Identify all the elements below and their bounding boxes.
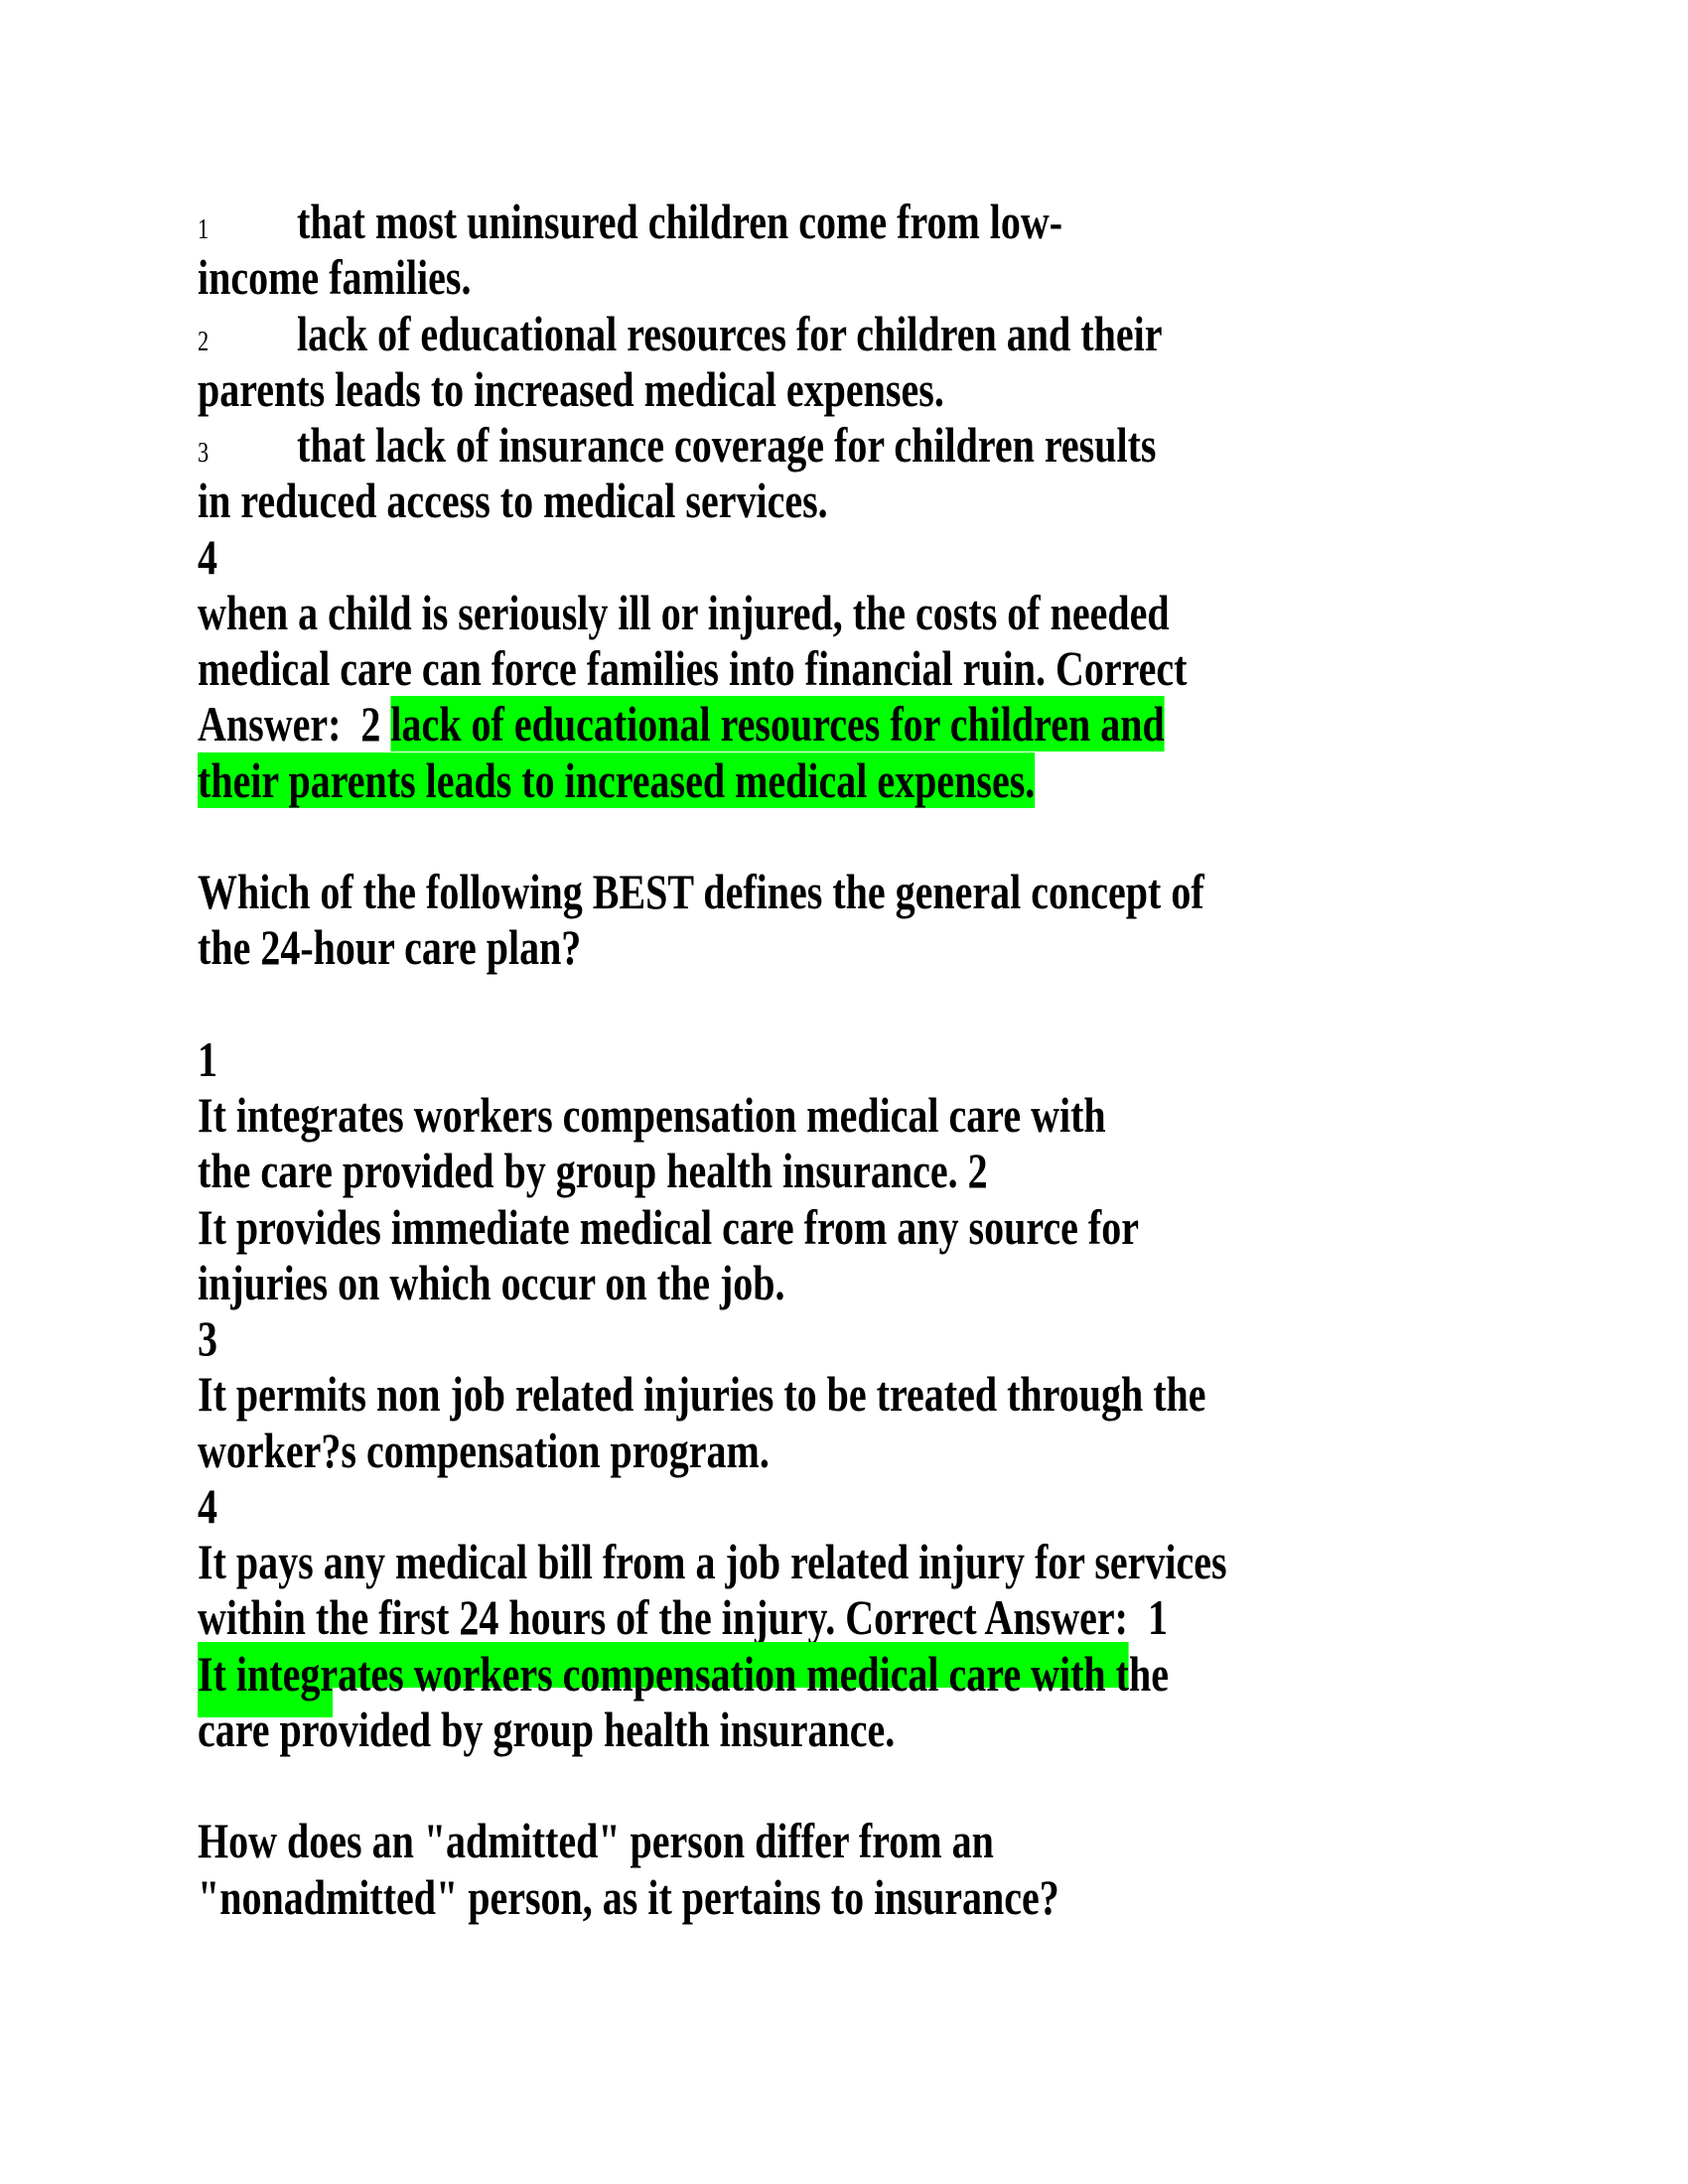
text-segment: 4 xyxy=(198,528,217,585)
text-segment: "nonadmitted" person, as it pertains to insurance? xyxy=(198,1868,1059,1925)
text-line xyxy=(198,640,1588,696)
text-segment: 3 xyxy=(198,1310,217,1366)
text-line xyxy=(198,752,1588,808)
text-segment: that most uninsured children come from low- xyxy=(297,194,1063,249)
text-line xyxy=(198,306,1588,361)
line-content xyxy=(198,585,1170,640)
line-content xyxy=(198,1031,217,1087)
text-segment: Which of the following BEST defines the general concept of xyxy=(198,864,1204,919)
line-content xyxy=(198,1366,1206,1422)
text-segment: worker?s compensation program. xyxy=(198,1422,770,1478)
highlighted-answer: lack of educational resources for children and xyxy=(390,696,1165,752)
line-content xyxy=(198,1534,1227,1589)
text-line xyxy=(198,1813,1588,1868)
text-segment: lack of educational resources for children and their xyxy=(297,305,1163,361)
text-line xyxy=(198,361,1588,417)
text-line xyxy=(198,1199,1588,1255)
text-line xyxy=(198,1702,1588,1757)
line-content xyxy=(198,752,1035,808)
text-line xyxy=(198,585,1588,640)
text-segment: injuries on which occur on the job. xyxy=(198,1254,785,1310)
text-line xyxy=(198,696,1588,751)
text-line xyxy=(198,1087,1588,1143)
line-content xyxy=(198,1087,1106,1143)
line-content xyxy=(198,1646,1169,1702)
text-line xyxy=(198,1534,1588,1589)
text-line xyxy=(198,1478,1588,1534)
text-line xyxy=(198,1589,1588,1645)
line-content xyxy=(198,1869,1059,1925)
highlighted-answer: their parents leads to increased medical expenses. xyxy=(198,751,1036,808)
text-segment: that lack of insurance coverage for children results xyxy=(297,417,1157,473)
text-line xyxy=(198,1310,1588,1366)
text-segment: parents leads to increased medical expenses. xyxy=(198,360,944,417)
line-content xyxy=(198,1813,994,1868)
text-line xyxy=(198,417,1588,473)
text-segment: It integrates workers compensation medical care with xyxy=(198,1087,1106,1143)
text-line xyxy=(198,1869,1588,1925)
text-segment: in reduced access to medical services. xyxy=(198,473,828,529)
document-page xyxy=(198,194,1588,1925)
line-content xyxy=(198,1702,895,1757)
text-segment: Answer: 2 xyxy=(198,696,391,752)
text-segment: It pays any medical bill from a job related injury for services xyxy=(198,1534,1227,1589)
text-segment: income families. xyxy=(198,249,472,306)
option-number: 3 xyxy=(198,438,210,469)
line-content xyxy=(198,640,1187,696)
text-line xyxy=(198,1757,1588,1813)
text-segment: within the first 24 hours of the injury. Correct Answer: 1 xyxy=(198,1589,1168,1646)
line-content xyxy=(198,1589,1168,1645)
line-content xyxy=(198,473,828,528)
text-segment: 4 xyxy=(198,1477,217,1534)
line-content xyxy=(198,919,581,975)
text-segment: medical care can force families into financial ruin. Correct xyxy=(198,640,1188,696)
text-segment: the 24-hour care plan? xyxy=(198,919,582,976)
text-line xyxy=(198,1255,1588,1310)
line-content xyxy=(198,696,1165,751)
text-segment: the care provided by group health insurance. 2 xyxy=(198,1143,988,1199)
line-content xyxy=(198,249,472,305)
text-line xyxy=(198,1423,1588,1478)
text-segment: he xyxy=(1128,1645,1169,1702)
text-line xyxy=(198,864,1588,919)
line-content xyxy=(198,1199,1139,1255)
option-number: 1 xyxy=(198,214,210,245)
text-line xyxy=(198,194,1588,249)
text-segment: It permits non job related injuries to be treated through the xyxy=(198,1366,1206,1423)
line-content xyxy=(198,1310,217,1366)
text-segment: It provides immediate medical care from any source for xyxy=(198,1198,1139,1255)
line-content xyxy=(198,1478,217,1534)
text-segment: How does an "admitted" person differ from an xyxy=(198,1813,994,1869)
text-segment: 1 xyxy=(198,1030,217,1087)
text-line xyxy=(198,529,1588,585)
highlighted-answer: It integrates workers compensation medical care with t xyxy=(198,1645,1129,1702)
text-line xyxy=(198,1646,1588,1702)
text-segment: when a child is seriously ill or injured, the costs of needed xyxy=(198,584,1170,640)
text-line xyxy=(198,1366,1588,1422)
option-number: 2 xyxy=(198,326,210,357)
text-line xyxy=(198,1143,1588,1198)
text-line xyxy=(198,919,1588,975)
line-content xyxy=(198,864,1204,919)
line-content xyxy=(198,361,944,417)
text-line xyxy=(198,808,1588,864)
text-segment: care provided by group health insurance. xyxy=(198,1701,896,1757)
line-content xyxy=(198,1423,770,1478)
line-content xyxy=(198,1255,785,1310)
line-content xyxy=(198,529,217,585)
line-content xyxy=(198,1143,988,1198)
text-line xyxy=(198,976,1588,1031)
text-line xyxy=(198,1031,1588,1087)
